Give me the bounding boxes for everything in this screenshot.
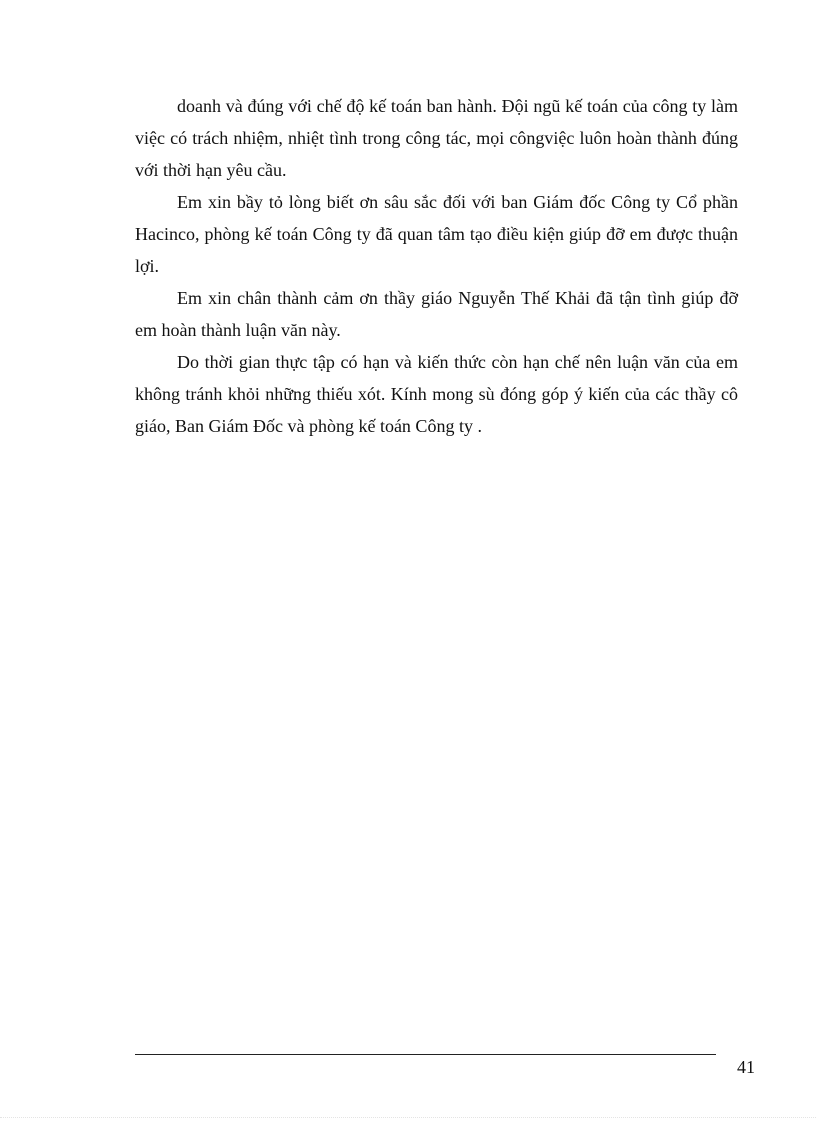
page-bottom-border <box>0 1117 816 1118</box>
page-number: 41 <box>737 1057 755 1077</box>
paragraph-closing: Do thời gian thực tập có hạn và kiến thức còn hạn chế nên luận văn của em không tránh khỏi những thiếu xót. Kính mong sù đóng góp ý kiến của các thầy cô giáo, Ban Giám Đốc và phòng kế toán Công ty . <box>135 352 738 436</box>
paragraph-gratitude-advisor: Em xin chân thành cảm ơn thầy giáo Nguyễn Thế Khải đã tận tình giúp đỡ em hoàn thành luận văn này. <box>135 288 738 340</box>
paragraph-gratitude-management: Em xin bầy tỏ lòng biết ơn sâu sắc đối với ban Giám đốc Công ty Cổ phần Hacinco, phòng kế toán Công ty đã quan tâm tạo điều kiện giúp đỡ em được thuận lợi. <box>135 192 738 276</box>
body-text <box>135 90 738 442</box>
footer-rule <box>135 1054 716 1055</box>
paragraph-continuation: doanh và đúng với chế độ kế toán ban hành. Đội ngũ kế toán của công ty làm việc có trách nhiệm, nhiệt tình trong công tác, mọi côngviệc luôn hoàn thành đúng với thời hạn yêu cầu. <box>135 96 738 180</box>
